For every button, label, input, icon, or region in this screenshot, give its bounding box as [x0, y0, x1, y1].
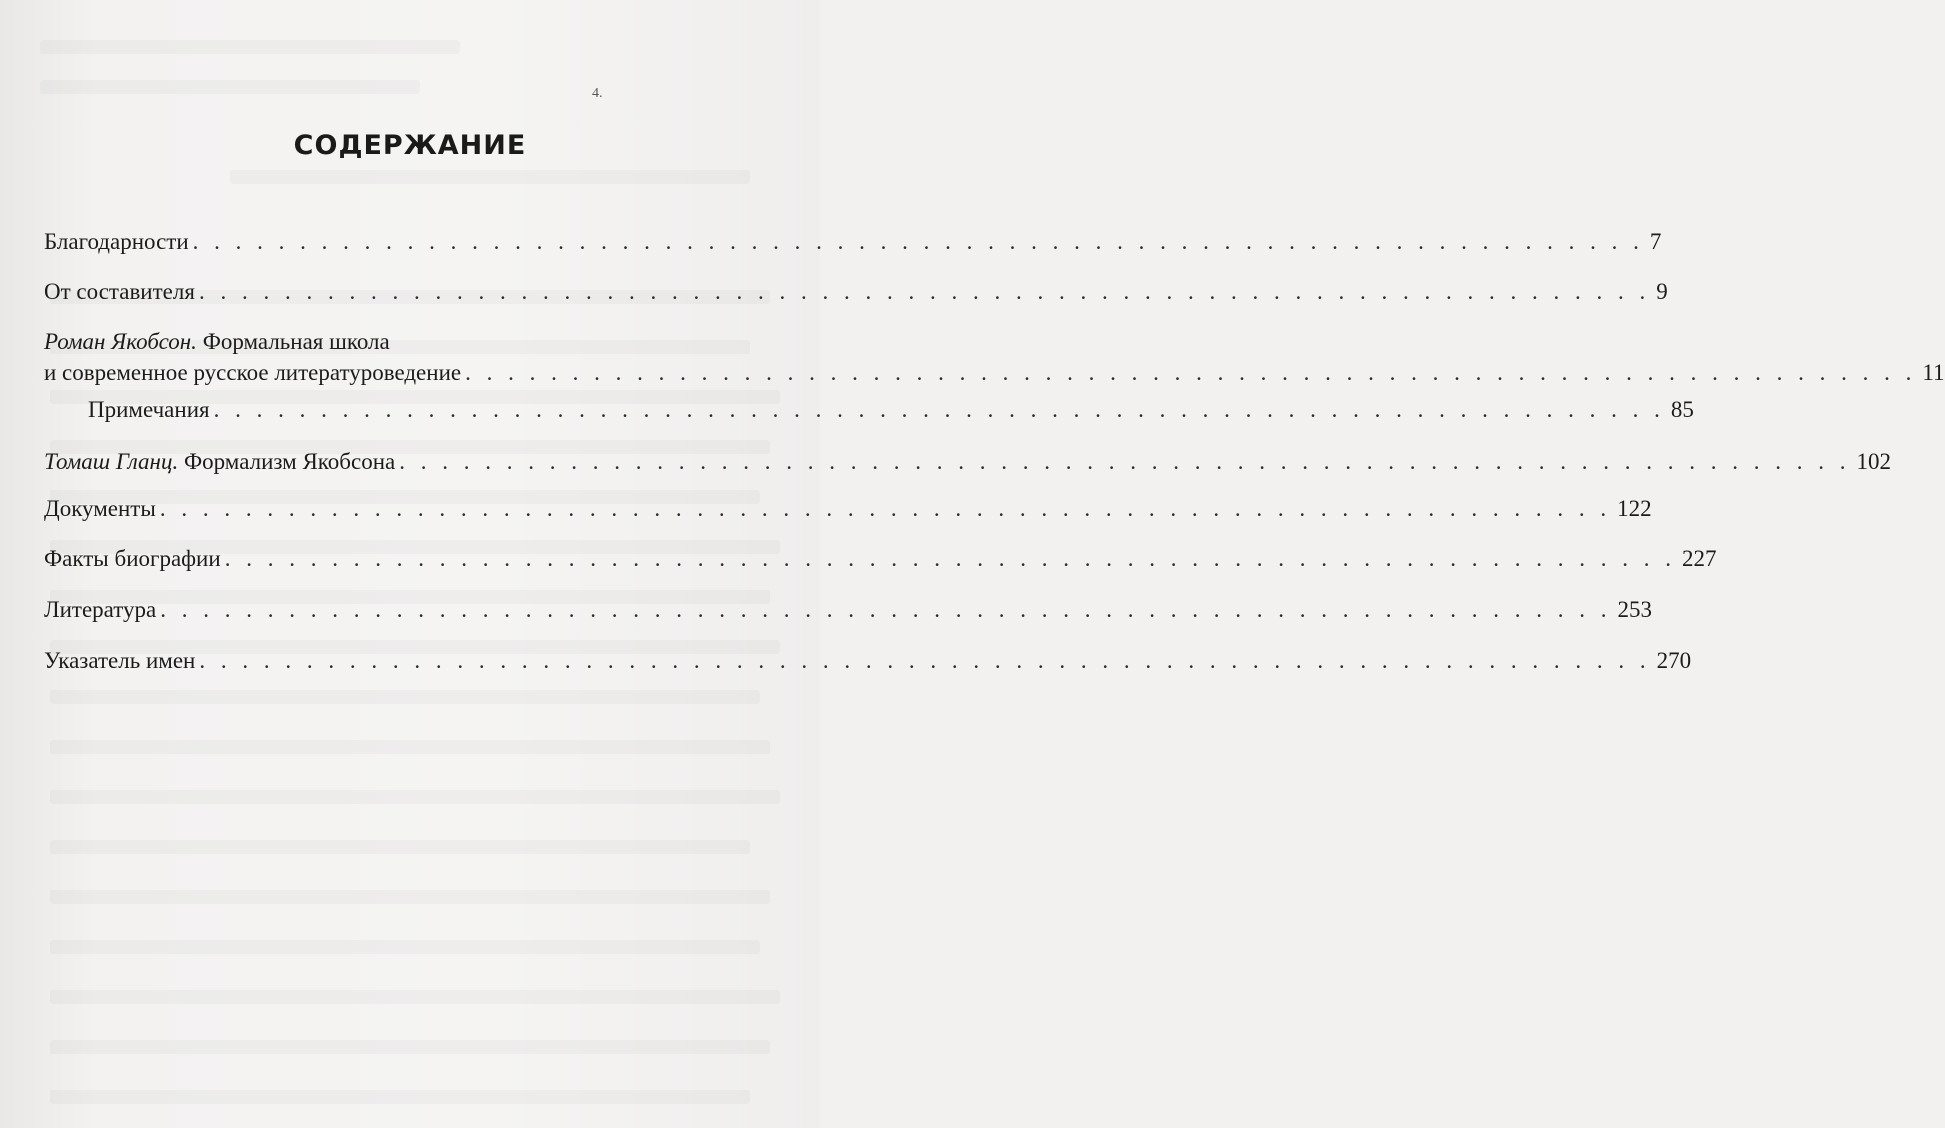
toc-leader: . . . . . . . . . . . . . . . . . . . . . . . . . . . . . . . . . . . . . . . . . . . . . . . . . . . . . . . . . . . . . . . . . . . .: [465, 360, 1917, 385]
toc-entry-acknowledgements: [44, 228, 1662, 256]
toc-leader: . . . . . . . . . . . . . . . . . . . . . . . . . . . . . . . . . . . . . . . . . . . . . . . . . . . . . . . . . . . . . . . . . . . .: [224, 546, 1676, 571]
toc-entry-literature: [44, 596, 1652, 624]
toc-page-number: 9: [1656, 279, 1668, 304]
toc-page-number: 7: [1649, 229, 1662, 254]
toc-author: Томаш Гланц.: [44, 449, 179, 474]
toc-leader: . . . . . . . . . . . . . . . . . . . . . . . . . . . . . . . . . . . . . . . . . . . . . . . . . . . . . . . . . . . . . . . . . . . .: [399, 449, 1851, 474]
toc-page-number: 85: [1670, 397, 1694, 422]
toc-page-number: 270: [1656, 648, 1692, 673]
toc-page-number: 102: [1856, 449, 1891, 474]
toc-entry-documents: [44, 495, 1652, 523]
toc-page-number: 11: [1922, 360, 1945, 385]
toc-title-group: [44, 448, 395, 476]
page-title: СОДЕРЖАНИЕ: [293, 130, 527, 161]
toc-title: Формализм Якобсона: [183, 449, 396, 474]
toc-page-number: 227: [1681, 546, 1717, 571]
toc-entry-biography: [44, 545, 1717, 573]
toc-label: Факты биографии: [44, 546, 221, 571]
toc-leader: . . . . . . . . . . . . . . . . . . . . . . . . . . . . . . . . . . . . . . . . . . . . . . . . . . . . . . . . . . . . . . . . . . . .: [159, 496, 1612, 521]
toc-entry-jakobson-line1: [44, 328, 390, 356]
toc-title: Формальная школа: [202, 329, 390, 354]
toc-label: От составителя: [44, 279, 195, 304]
toc-leader: . . . . . . . . . . . . . . . . . . . . . . . . . . . . . . . . . . . . . . . . . . . . . . . . . . . . . . . . . . . . . . . . . . . .: [198, 279, 1651, 304]
toc-page-number: 122: [1617, 496, 1652, 521]
toc-leader: . . . . . . . . . . . . . . . . . . . . . . . . . . . . . . . . . . . . . . . . . . . . . . . . . . . . . . . . . . . . . . . . . . . .: [199, 648, 1651, 673]
toc-entry-glanc: [44, 448, 1891, 476]
corner-mark: 4.: [592, 86, 603, 101]
toc-page-number: 253: [1617, 597, 1652, 622]
toc-leader: . . . . . . . . . . . . . . . . . . . . . . . . . . . . . . . . . . . . . . . . . . . . . . . . . . . . . . . . . . . . . . . . . . . .: [160, 597, 1612, 622]
toc-leader: . . . . . . . . . . . . . . . . . . . . . . . . . . . . . . . . . . . . . . . . . . . . . . . . . . . . . . . . . . . . . . . . . . . .: [192, 229, 1644, 254]
toc-label: Указатель имен: [44, 648, 196, 673]
toc-label: Документы: [44, 496, 156, 521]
toc-title: и современное русское литературоведение: [44, 360, 462, 385]
toc-leader: . . . . . . . . . . . . . . . . . . . . . . . . . . . . . . . . . . . . . . . . . . . . . . . . . . . . . . . . . . . . . . . . . . . .: [213, 397, 1665, 422]
toc-entry-notes: [88, 396, 1694, 424]
toc-entry-name-index: [44, 647, 1692, 675]
toc-author: Роман Якобсон.: [44, 329, 197, 354]
toc-label: Литература: [44, 597, 157, 622]
toc-entry-editor-note: [44, 278, 1668, 306]
toc-entry-jakobson-line2: [44, 359, 1945, 387]
toc-label: Благодарности: [44, 229, 189, 254]
toc-label: Примечания: [88, 397, 210, 422]
